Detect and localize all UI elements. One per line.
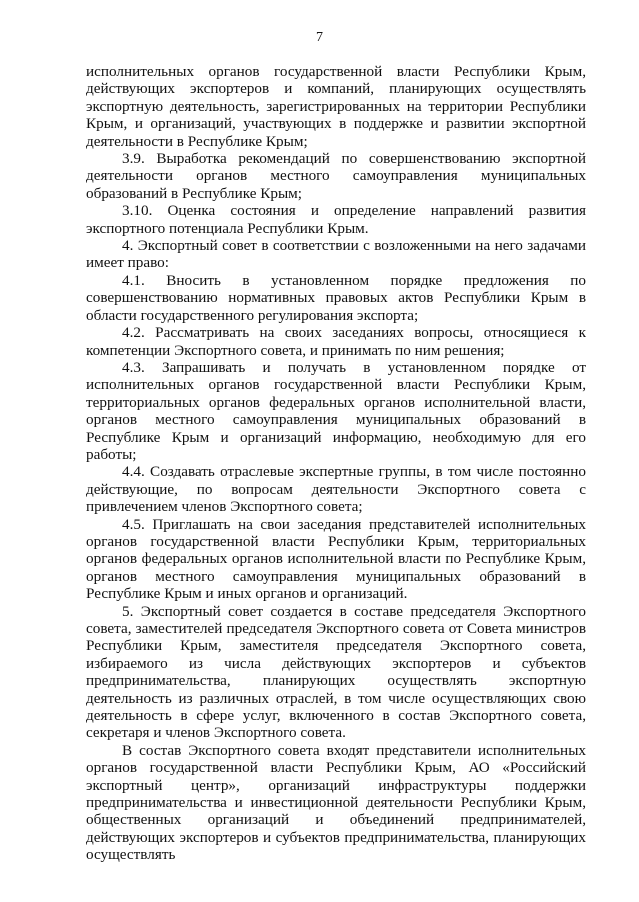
document-body [86,63,586,864]
paragraph-4: 4. Экспортный совет в соответствии с возложенными на него задачами имеет право: [86,237,586,272]
paragraph-5: 5. Экспортный совет создается в составе председателя Экспортного совета, заместителей председателя Экспортного совета от Совета министров Республики Крым, заместителя председателя Экспортного совета, избираемого из числа действующих экспортеров и субъектов предпринимательства, планирующих осуществлять экспортную деятельность из различных отраслей, в том числе осуществляющих свою деятельность в сфере услуг, включенного в состав Экспортного совета, секретаря и членов Экспортного совета. [86,602,586,742]
paragraph-3-10: 3.10. Оценка состояния и определение направлений развития экспортного потенциала Республики Крым. [86,202,586,237]
paragraph-composition: В состав Экспортного совета входят представители исполнительных органов государственной власти Республики Крым, АО «Российский экспортный центр», организаций инфраструктуры поддержки предпринимательства и инвестиционной деятельности Республики Крым, общественных организаций и объединений предпринимателей, действующих экспортеров и субъектов предпринимательства, планирующих осуществлять [86,741,586,864]
page-number: 7 [316,30,323,45]
paragraph-4-1: 4.1. Вносить в установленном порядке предложения по совершенствованию нормативных правовых актов Республики Крым в области государственного регулирования экспорта; [86,271,586,324]
paragraph-continuation: исполнительных органов государственной власти Республики Крым, действующих экспортеров и компаний, планирующих осуществлять экспортную деятельность, зарегистрированных на территории Республики Крым, и организаций, участвующих в поддержке и развитии экспортной деятельности в Республике Крым; [86,63,586,150]
paragraph-4-4: 4.4. Создавать отраслевые экспертные группы, в том числе постоянно действующие, по вопросам деятельности Экспортного совета с привлечением членов Экспортного совета; [86,463,586,516]
paragraph-4-3: 4.3. Запрашивать и получать в установленном порядке от исполнительных органов государственной власти Республики Крым, территориальных органов федеральных органов исполнительной власти, органов местного самоуправления муниципальных образований в Республике Крым и организаций информацию, необходимую для его работы; [86,358,586,463]
paragraph-3-9: 3.9. Выработка рекомендаций по совершенствованию экспортной деятельности органов местного самоуправления муниципальных образований в Республике Крым; [86,150,586,202]
paragraph-4-5: 4.5. Приглашать на свои заседания представителей исполнительных органов государственной власти Республики Крым, территориальных органов федеральных органов исполнительной власти по Республике Крым, органов местного самоуправления муниципальных образований в Республике Крым и иных органов и организаций. [86,515,586,603]
paragraph-4-2: 4.2. Рассматривать на своих заседаниях вопросы, относящиеся к компетенции Экспортного совета, и принимать по ним решения; [86,324,586,359]
